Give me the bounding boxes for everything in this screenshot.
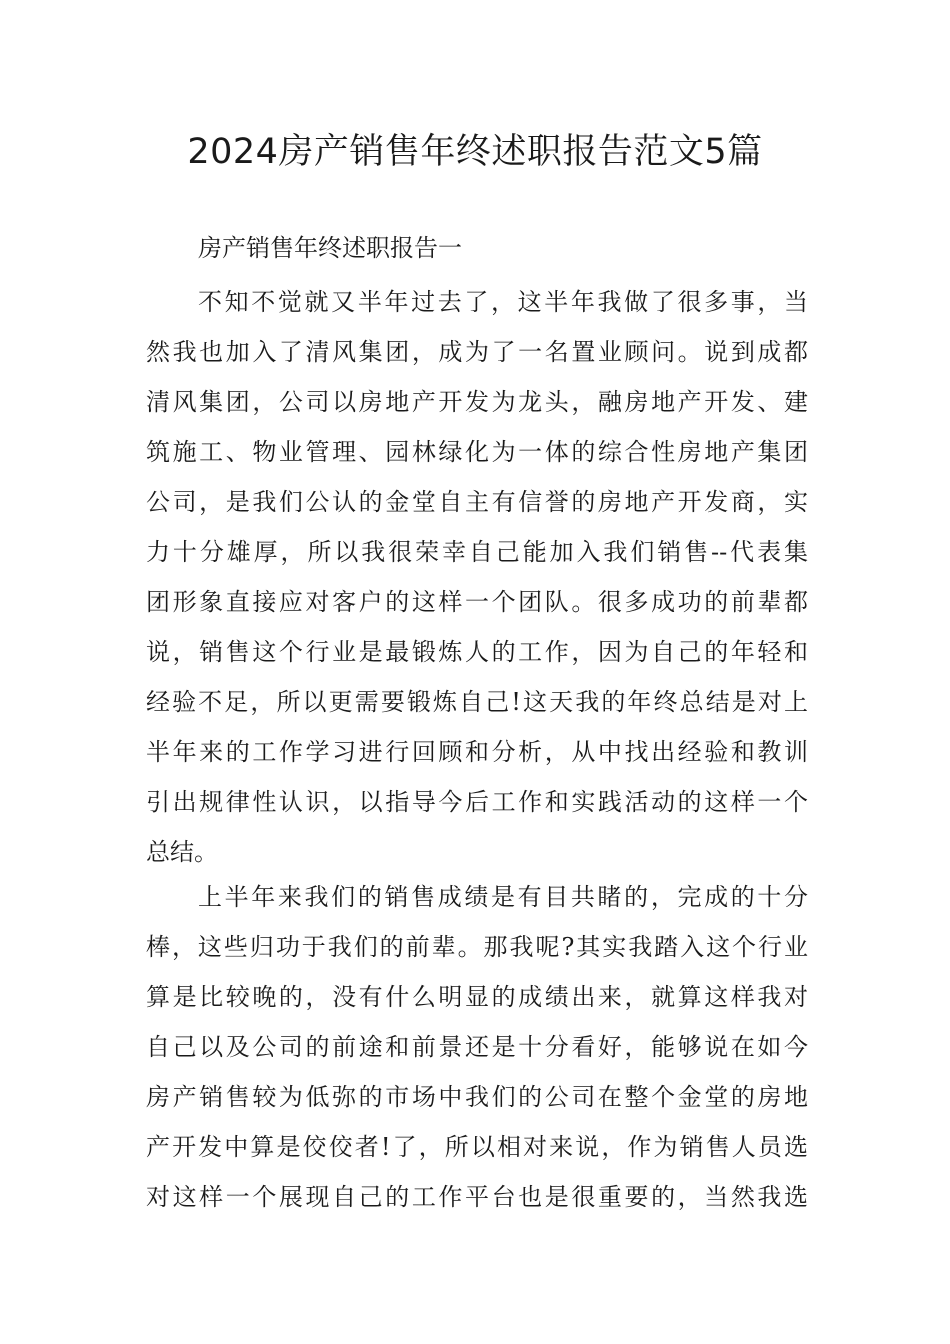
paragraph-line: 棒，这些归功于我们的前辈。那我呢?其实我踏入这个行业	[146, 933, 808, 961]
paragraph-line: 半年来的工作学习进行回顾和分析，从中找出经验和教训	[146, 738, 808, 766]
paragraph-1	[146, 277, 808, 877]
paragraph-line: 上半年来我们的销售成绩是有目共睹的，完成的十分	[198, 883, 808, 911]
document-title: 2024房产销售年终述职报告范文5篇	[187, 132, 763, 172]
paragraph-line: 说，销售这个行业是最锻炼人的工作，因为自己的年轻和	[146, 638, 808, 666]
paragraph-line: 自己以及公司的前途和前景还是十分看好，能够说在如今	[146, 1033, 808, 1061]
paragraph-line: 引出规律性认识，以指导今后工作和实践活动的这样一个	[146, 788, 808, 816]
section-heading: 房产销售年终述职报告一	[198, 234, 462, 262]
paragraph-line: 不知不觉就又半年过去了，这半年我做了很多事，当	[198, 288, 808, 316]
paragraph-line: 筑施工、物业管理、园林绿化为一体的综合性房地产集团	[146, 438, 808, 466]
paragraph-line: 公司，是我们公认的金堂自主有信誉的房地产开发商，实	[146, 488, 808, 516]
paragraph-line: 经验不足，所以更需要锻炼自己!这天我的年终总结是对上	[146, 688, 808, 716]
paragraph-line: 房产销售较为低弥的市场中我们的公司在整个金堂的房地	[146, 1083, 808, 1111]
paragraph-line: 总结。	[146, 838, 218, 866]
paragraph-line: 然我也加入了清风集团，成为了一名置业顾问。说到成都	[146, 338, 808, 366]
paragraph-line: 对这样一个展现自己的工作平台也是很重要的，当然我选	[146, 1183, 808, 1211]
paragraph-line: 产开发中算是佼佼者!了，所以相对来说，作为销售人员选	[146, 1133, 808, 1161]
paragraph-line: 团形象直接应对客户的这样一个团队。很多成功的前辈都	[146, 588, 808, 616]
paragraph-line: 力十分雄厚，所以我很荣幸自己能加入我们销售--代表集	[146, 538, 808, 566]
paragraph-line: 清风集团，公司以房地产开发为龙头，融房地产开发、建	[146, 388, 808, 416]
paragraph-line: 算是比较晚的，没有什么明显的成绩出来，就算这样我对	[146, 983, 808, 1011]
paragraph-2	[146, 872, 808, 1222]
